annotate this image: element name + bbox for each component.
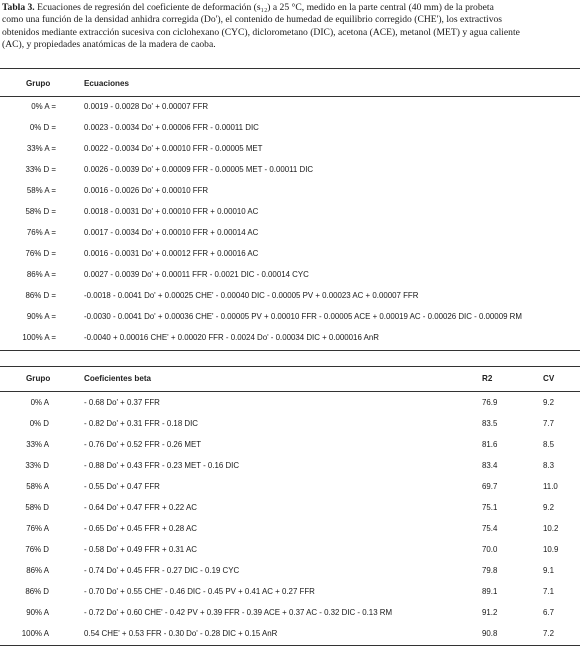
row-r2: 89.1 [482,587,498,596]
row-beta-coefficients: - 0.65 Do' + 0.45 FFR + 0.28 AC [84,524,197,533]
row-cv: 9.1 [543,566,554,575]
caption-line-1: Tabla 3. Ecuaciones de regresión del coeficiente de deformación (s₁₂) a 25 °C, medido en la parte central (40 mm) de la probeta [2,2,494,13]
row-cv: 7.2 [543,629,554,638]
row-equation: 0.0018 - 0.0031 Do' + 0.00010 FFR + 0.00010 AC [84,207,259,216]
row-equation: -0.0018 - 0.0041 Do' + 0.00025 CHE' - 0.00040 DIC - 0.00005 PV + 0.00023 AC + 0.00007 FFR [84,291,419,300]
table-row [0,456,580,476]
row-group: 76% D [25,545,49,554]
row-beta-coefficients: - 0.74 Do' + 0.45 FFR - 0.27 DIC - 0.19 CYC [84,566,240,575]
caption-line-4: (AC), y propiedades anatómicas de la madera de caoba. [2,39,216,51]
row-equation: 0.0027 - 0.0039 Do' + 0.00011 FFR - 0.0021 DIC - 0.00014 CYC [84,270,309,279]
row-r2: 79.8 [482,566,498,575]
row-group: 86% A = [26,270,56,279]
row-r2: 70.0 [482,545,498,554]
row-equation: 0.0016 - 0.0031 Do' + 0.00012 FFR + 0.00016 AC [84,249,259,258]
row-group: 86% D = [25,291,56,300]
table-row [0,498,580,518]
row-cv: 9.2 [543,503,554,512]
header-group: Grupo [26,374,51,383]
row-group: 33% A [26,440,49,449]
row-equation: 0.0026 - 0.0039 Do' + 0.00009 FFR - 0.00005 MET - 0.00011 DIC [84,165,314,174]
row-group: 76% A [26,524,49,533]
table-row [0,435,580,455]
table-rule-top [0,366,580,367]
row-beta-coefficients: - 0.64 Do' + 0.47 FFR + 0.22 AC [84,503,197,512]
row-equation: 0.0016 - 0.0026 Do' + 0.00010 FFR [84,186,209,195]
table-row [0,477,580,497]
row-beta-coefficients: - 0.68 Do' + 0.37 FFR [84,398,160,407]
row-group: 0% A = [31,102,56,111]
table-header-row [0,369,580,389]
row-r2: 83.4 [482,461,498,470]
row-group: 58% A [26,482,49,491]
row-group: 100% A = [22,333,56,342]
row-group: 33% D = [25,165,56,174]
row-group: 58% D = [25,207,56,216]
row-cv: 10.2 [543,524,559,533]
row-r2: 76.9 [482,398,498,407]
row-beta-coefficients: - 0.70 Do' + 0.55 CHE' - 0.46 DIC - 0.45 PV + 0.41 AC + 0.27 FFR [84,587,315,596]
row-group: 90% A [26,608,49,617]
row-cv: 6.7 [543,608,554,617]
row-group: 90% A = [26,312,56,321]
table-row [0,519,580,539]
row-group: 0% D = [29,123,56,132]
row-r2: 81.6 [482,440,498,449]
table-row [0,624,580,644]
row-cv: 8.5 [543,440,554,449]
table-row [0,393,580,413]
row-cv: 7.1 [543,587,554,596]
row-group: 76% D = [25,249,56,258]
row-group: 33% A = [26,144,56,153]
row-cv: 11.0 [543,482,558,491]
row-beta-coefficients: - 0.88 Do' + 0.43 FFR - 0.23 MET - 0.16 DIC [84,461,240,470]
row-beta-coefficients: 0.54 CHE' + 0.53 FFR - 0.30 Do' - 0.28 DIC + 0.15 AnR [84,629,278,638]
row-group: 0% A [30,398,49,407]
caption-line-2: como una función de la densidad anhidra corregida (Do'), el contenido de humedad de equilibrio corregido (CHE'), los extractivos [2,14,503,26]
table-row [0,561,580,581]
row-group: 86% A [26,566,49,575]
row-group: 100% A [21,629,49,638]
table-row [0,582,580,602]
row-beta-coefficients: - 0.82 Do' + 0.31 FFR - 0.18 DIC [84,419,198,428]
row-cv: 7.7 [543,419,554,428]
table-row [0,603,580,623]
caption-label: Tabla 3. [2,2,35,13]
row-r2: 69.7 [482,482,498,491]
row-r2: 83.5 [482,419,498,428]
header-r2: R2 [482,374,493,383]
row-group: 76% A = [26,228,56,237]
header-cv: CV [543,374,555,383]
header-beta-coefficients: Coeficientes beta [84,374,152,383]
caption-line-3: obtenidos mediante extracción sucesiva con ciclohexano (CYC), diclorometano (DIC), acetona (ACE), metanol (MET) y agua caliente [2,26,520,38]
row-equation: 0.0017 - 0.0034 Do' + 0.00010 FFR + 0.00014 AC [84,228,259,237]
row-cv: 8.3 [543,461,554,470]
row-equation: 0.0019 - 0.0028 Do' + 0.00007 FFR [84,102,209,111]
row-cv: 10.9 [543,545,559,554]
table-row [0,414,580,434]
row-equation: 0.0022 - 0.0034 Do' + 0.00010 FFR - 0.00005 MET [84,144,263,153]
row-cv: 9.2 [543,398,554,407]
header-group: Grupo [26,79,51,88]
row-equation: -0.0040 + 0.00016 CHE' + 0.00020 FFR - 0.0024 Do' - 0.00034 DIC + 0.000016 AnR [84,333,379,342]
row-group: 0% D [29,419,49,428]
row-equation: 0.0023 - 0.0034 Do' + 0.00006 FFR - 0.00011 DIC [84,123,259,132]
row-beta-coefficients: - 0.55 Do' + 0.47 FFR [84,482,160,491]
row-r2: 90.8 [482,629,498,638]
table-row [0,540,580,560]
table-rule-header [0,391,580,392]
row-beta-coefficients: - 0.58 Do' + 0.49 FFR + 0.31 AC [84,545,197,554]
table-rule-bottom [0,645,580,646]
row-r2: 75.4 [482,524,498,533]
row-group: 58% D [25,503,49,512]
row-equation: -0.0030 - 0.0041 Do' + 0.00036 CHE' - 0.00005 PV + 0.00010 FFR - 0.00005 ACE + 0.00019 AC - 0.00026 DIC - 0.00009 RM [84,312,522,321]
row-r2: 75.1 [482,503,498,512]
row-group: 86% D [25,587,49,596]
header-equations: Ecuaciones [84,79,129,88]
row-beta-coefficients: - 0.76 Do' + 0.52 FFR - 0.26 MET [84,440,202,449]
row-beta-coefficients: - 0.72 Do' + 0.60 CHE' - 0.42 PV + 0.39 FFR - 0.39 ACE + 0.37 AC - 0.32 DIC - 0.13 RM [84,608,393,617]
row-r2: 91.2 [482,608,498,617]
row-group: 33% D [25,461,49,470]
row-group: 58% A = [26,186,56,195]
